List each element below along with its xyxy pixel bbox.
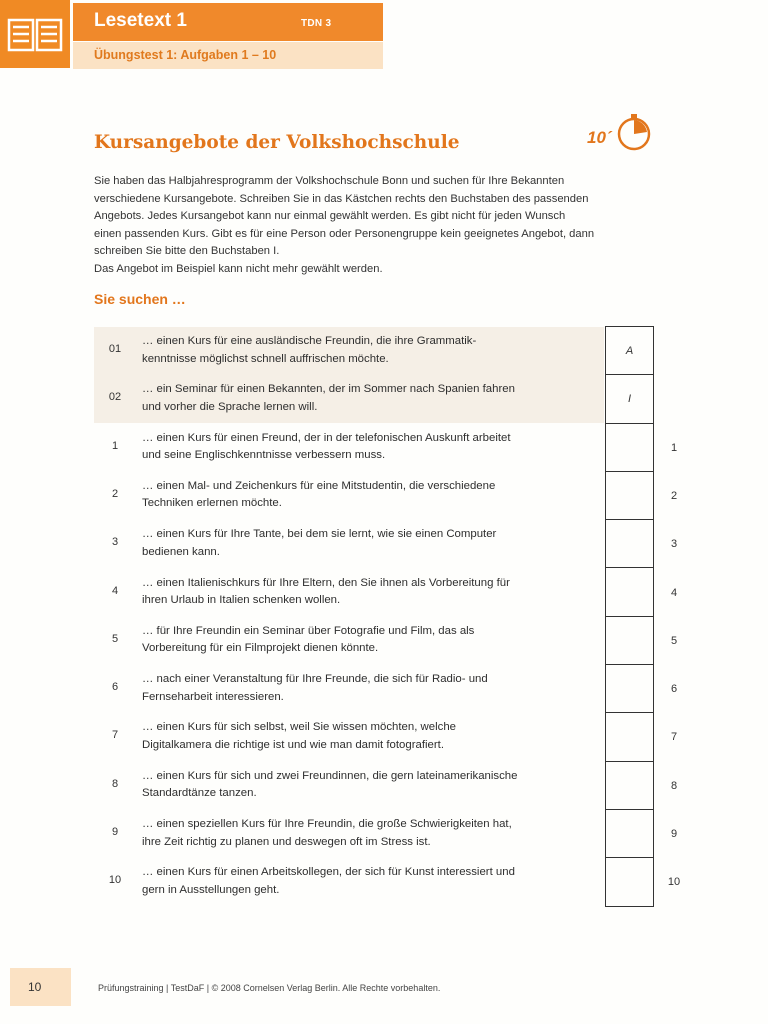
- instruction-line: schreiben Sie bitte den Buchstaben I.: [94, 245, 280, 257]
- task-text: [142, 381, 587, 416]
- instruction-line: einen passenden Kurs. Gibt es für eine Person oder Personengruppe kein geeignetes Angebot, dann: [94, 227, 595, 240]
- task-text-line: … für Ihre Freundin ein Seminar über Fotografie und Film, das als: [142, 624, 475, 637]
- answer-box[interactable]: [606, 568, 653, 616]
- task-number: 5: [111, 632, 119, 645]
- answer-box[interactable]: [606, 810, 653, 858]
- task-text: [142, 526, 587, 561]
- task-number-right: 5: [670, 634, 678, 647]
- task-text: [142, 671, 587, 706]
- task-text: [142, 768, 587, 803]
- task-number-right: 2: [670, 489, 678, 502]
- instruction-line: verschiedene Kursangebote. Schreiben Sie in das Kästchen rechts den Buchstaben des passenden: [94, 192, 589, 205]
- task-number: 10: [108, 874, 122, 887]
- task-text: [142, 478, 587, 513]
- time-label: 10´: [587, 128, 612, 147]
- task-number-right: 9: [670, 828, 678, 840]
- header-bar: [73, 3, 383, 41]
- task-number: 6: [111, 681, 119, 694]
- task-number-right: 1: [670, 441, 678, 454]
- task-text-line: … einen Kurs für einen Arbeitskollegen, der sich für Kunst interessiert und: [142, 866, 515, 879]
- task-text-line: … einen Kurs für sich selbst, weil Sie wissen möchten, welche: [142, 721, 457, 734]
- example-answer-box: I: [606, 375, 653, 423]
- page-number-box: [10, 968, 71, 1006]
- task-number: 01: [108, 343, 122, 355]
- instruction-line: Das Angebot im Beispiel kann nicht mehr gewählt werden.: [94, 262, 383, 275]
- task-text-line: … ein Seminar für einen Bekannten, der im Sommer nach Spanien fahren: [142, 383, 515, 396]
- page-number: 10: [28, 980, 42, 994]
- task-text-line: gern in Ausstellungen geht.: [142, 883, 280, 896]
- footer-text: Prüfungstraining | TestDaF | © 2008 Cornelsen Verlag Berlin. Alle Rechte vorbehalten.: [98, 983, 441, 993]
- task-text-line: bedienen kann.: [142, 545, 220, 558]
- task-text-line: und seine Englischkenntnisse verbessern muss.: [142, 449, 386, 462]
- task-text-line: … nach einer Veranstaltung für Ihre Freunde, die sich für Radio- und: [142, 673, 488, 686]
- task-number: 1: [111, 439, 119, 452]
- answer-box[interactable]: [606, 713, 653, 761]
- task-text: [142, 623, 587, 658]
- task-text-line: … einen Kurs für sich und zwei Freundinnen, die gern lateinamerikanische: [142, 769, 518, 782]
- task-text-line: … einen Italienischkurs für Ihre Eltern, den Sie ihnen als Vorbereitung für: [142, 576, 510, 589]
- task-number-right: 6: [670, 683, 678, 696]
- task-text: [142, 864, 587, 899]
- answer-box-column: [605, 326, 654, 907]
- task-number-right: 4: [670, 586, 678, 599]
- answer-box[interactable]: [606, 858, 653, 906]
- task-number: 9: [111, 826, 119, 838]
- example-answer-box: A: [606, 327, 653, 375]
- instruction-line: Angebots. Jedes Kursangebot kann nur einmal gewählt werden. Es gibt nicht für jeden Wunsch: [94, 210, 566, 222]
- task-text-line: ihre Zeit richtig zu planen und deswegen oft im Stress ist.: [142, 835, 431, 848]
- task-text-line: … einen Mal- und Zeichenkurs für eine Mitstudentin, die verschiedene: [142, 479, 496, 492]
- task-text-line: … einen Kurs für Ihre Tante, bei dem sie lernt, wie sie einen Computer: [142, 528, 497, 541]
- answer-box[interactable]: [606, 617, 653, 665]
- task-number-right: 3: [670, 538, 678, 551]
- task-text: [142, 333, 587, 368]
- task-text-line: kenntnisse möglichst schnell auffrischen möchte.: [142, 352, 389, 365]
- task-text: [142, 719, 587, 754]
- answer-box[interactable]: [606, 424, 653, 472]
- task-number: 02: [108, 391, 122, 404]
- answer-box[interactable]: [606, 665, 653, 713]
- instruction-line: Sie haben das Halbjahresprogramm der Volkshochschule Bonn und suchen für Ihre Bekannten: [94, 175, 565, 187]
- task-text-line: Standardtänze tanzen.: [142, 787, 257, 800]
- task-number-right: 7: [670, 731, 678, 744]
- task-number: 8: [111, 777, 119, 790]
- section-heading: Sie suchen …: [94, 291, 186, 307]
- task-number: 3: [111, 536, 119, 549]
- task-text-line: … einen speziellen Kurs für Ihre Freundin, die große Schwierigkeiten hat,: [142, 818, 512, 830]
- instructions: [94, 173, 649, 278]
- answer-box[interactable]: [606, 520, 653, 568]
- answer-box[interactable]: [606, 762, 653, 810]
- task-text: [142, 575, 587, 610]
- task-text: [142, 816, 587, 851]
- task-text-line: Techniken erlernen möchte.: [142, 497, 282, 510]
- task-number: 4: [111, 584, 119, 597]
- exercise-title: Kursangebote der Volkshochschule: [94, 132, 460, 153]
- header-icon-box: [0, 0, 70, 68]
- task-text-line: … einen Kurs für einen Freund, der in der telefonischen Auskunft arbeitet: [142, 431, 511, 444]
- header-subtitle-bar: [73, 42, 383, 69]
- header-tag: TDN 3: [301, 18, 332, 29]
- stopwatch-icon: [612, 110, 658, 156]
- task-text-line: Fernseharbeit interessieren.: [142, 690, 284, 703]
- task-text-line: ihren Urlaub in Italien schenken wollen.: [142, 594, 341, 606]
- task-number: 7: [111, 729, 119, 742]
- task-text-line: … einen Kurs für eine ausländische Freundin, die ihre Grammatik-: [142, 335, 477, 347]
- header-subtitle: Übungstest 1: Aufgaben 1 – 10: [94, 48, 277, 62]
- task-number-right: 8: [670, 779, 678, 792]
- task-text-line: Vorbereitung für ein Filmprojekt dienen könnte.: [142, 642, 379, 655]
- header-title: Lesetext 1: [94, 10, 187, 31]
- task-number: 2: [111, 487, 119, 500]
- task-text: [142, 430, 587, 465]
- book-icon: [5, 14, 65, 54]
- task-text-line: und vorher die Sprache lernen will.: [142, 400, 318, 413]
- answer-box[interactable]: [606, 472, 653, 520]
- task-number-right: 10: [667, 876, 681, 889]
- task-text-line: Digitalkamera die richtige ist und wie man damit fotografiert.: [142, 738, 444, 751]
